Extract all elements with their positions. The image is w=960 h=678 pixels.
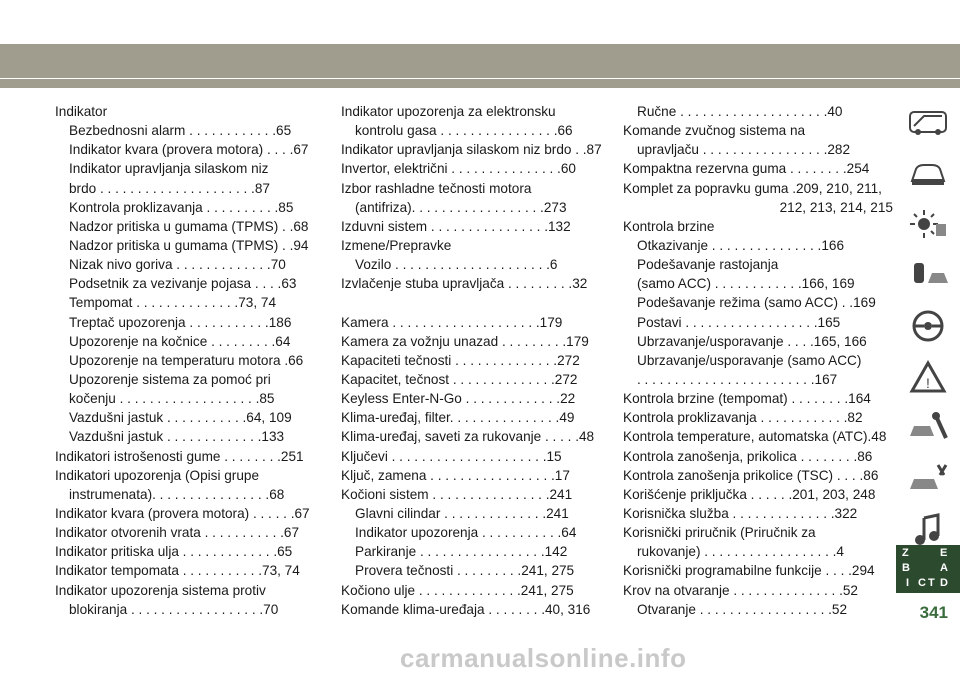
index-entry: Podešavanje rastojanja — [637, 257, 779, 273]
index-entry: Komplet za popravku guma .209, 210, 211, — [623, 180, 882, 196]
index-entry: blokiranja . . . . . . . . . . . . . . . . . .70 — [69, 601, 279, 617]
index-entry: Kamera za vožnju unazad . . . . . . . . .179 — [341, 333, 589, 349]
steering-wheel-icon[interactable] — [896, 302, 960, 350]
index-entry: Podsetnik za vezivanje pojasa . . . .63 — [69, 276, 297, 292]
index-entry: Kontrola zanošenja, prikolica . . . . . . . .86 — [623, 448, 873, 464]
index-entry: Nadzor pritiska u gumama (TPMS) . .94 — [69, 237, 309, 253]
tab-letter: Z — [902, 547, 909, 559]
index-entry: Izduvni sistem . . . . . . . . . . . . . . . .132 — [341, 218, 571, 234]
index-entry: Indikator kvara (provera motora) . . . .67 — [69, 142, 309, 158]
index-column-3 — [623, 102, 893, 619]
index-entry: Klima-uređaj, filter. . . . . . . . . . . . . . .49 — [341, 410, 575, 426]
index-entry: Invertor, električni . . . . . . . . . . . . . . .60 — [341, 161, 576, 177]
index-entry: 212, 213, 214, 215 — [779, 199, 893, 215]
section-tabs — [896, 98, 960, 557]
index-entry: Upozorenje na temperaturu motora .66 — [69, 352, 304, 368]
index-entry: Upozorenje na kočnice . . . . . . . . .64 — [69, 333, 291, 349]
index-tab[interactable] — [896, 545, 960, 593]
index-entry: Indikator kvara (provera motora) . . . . . .67 — [55, 505, 310, 521]
tab-letter: C — [918, 577, 926, 589]
index-entry: Kamera . . . . . . . . . . . . . . . . . . . .179 — [341, 314, 563, 330]
index-entry: Komande zvučnog sistema na — [623, 123, 806, 139]
hazard-warning-icon[interactable] — [896, 353, 960, 401]
index-entry: Vazdušni jastuk . . . . . . . . . . . . .133 — [69, 429, 285, 445]
index-entry: Korisnički priručnik (Priručnik za — [623, 525, 816, 541]
index-entry: Indikator upravljanja silaskom niz — [69, 161, 269, 177]
index-entry: Keyless Enter-N-Go . . . . . . . . . . . . .22 — [341, 391, 576, 407]
index-entry: kočenju . . . . . . . . . . . . . . . . . . .85 — [69, 391, 275, 407]
index-entry: Vozilo . . . . . . . . . . . . . . . . . . . . .6 — [355, 257, 558, 273]
index-entry: Korisnički programabilne funkcije . . . .294 — [623, 563, 875, 579]
index-entry: Tempomat . . . . . . . . . . . . . .73, 74 — [69, 295, 277, 311]
index-entry: Kontrola brzine (tempomat) . . . . . . . .164 — [623, 391, 871, 407]
svg-text:!: ! — [926, 375, 930, 391]
index-entry: Korišćenje priključka . . . . . .201, 203, 248 — [623, 486, 876, 502]
index-entry: Podešavanje režima (samo ACC) . .169 — [637, 295, 876, 311]
index-entry: Ključevi . . . . . . . . . . . . . . . . . . . . .15 — [341, 448, 562, 464]
index-entry: Indikator upozorenja . . . . . . . . . . .64 — [355, 525, 577, 541]
index-entry: Izvlačenje stuba upravljača . . . . . . . . .32 — [341, 276, 588, 292]
index-entry: Indikator otvorenih vrata . . . . . . . . . . .67 — [55, 525, 300, 541]
index-entry: Indikator tempomata . . . . . . . . . . .73, 74 — [55, 563, 300, 579]
index-entry: Bezbednosni alarm . . . . . . . . . . . .65 — [69, 123, 292, 139]
tab-letter: E — [940, 547, 948, 559]
index-entry — [341, 293, 611, 312]
index-entry: Komande klima-uređaja . . . . . . . .40, 316 — [341, 601, 591, 617]
wrench-car-icon[interactable] — [896, 404, 960, 452]
index-entry: instrumenata). . . . . . . . . . . . . . . .68 — [69, 486, 285, 502]
index-entry: Indikator pritiska ulja . . . . . . . . . . . . .65 — [55, 544, 293, 560]
index-entry: (samo ACC) . . . . . . . . . . . .166, 169 — [637, 276, 855, 292]
index-entry: Indikator upravljanja silaskom niz brdo . .87 — [341, 142, 602, 158]
header-band — [0, 0, 960, 88]
index-entry: Glavni cilindar . . . . . . . . . . . . . .241 — [355, 505, 569, 521]
index-entry: Provera tečnosti . . . . . . . . .241, 275 — [355, 563, 575, 579]
index-column-1 — [55, 102, 325, 619]
index-entry: Vazdušni jastuk . . . . . . . . . . .64, 109 — [69, 410, 292, 426]
index-entry: Kontrola brzine — [623, 218, 715, 234]
car-tools-icon[interactable] — [896, 455, 960, 503]
index-entry: Indikatori upozorenja (Opisi grupe — [55, 467, 260, 483]
index-entry: upravljaču . . . . . . . . . . . . . . . . .282 — [637, 142, 851, 158]
key-car-icon[interactable] — [896, 251, 960, 299]
index-entry: Krov na otvaranje . . . . . . . . . . . . . . .52 — [623, 582, 858, 598]
watermark — [0, 635, 960, 678]
index-entry: Kapaciteti tečnosti . . . . . . . . . . . . . .272 — [341, 352, 580, 368]
index-entry: brdo . . . . . . . . . . . . . . . . . . . . .87 — [69, 180, 270, 196]
sun-light-icon[interactable] — [896, 200, 960, 248]
index-entry: Kompaktna rezervna guma . . . . . . . .254 — [623, 161, 870, 177]
index-entry: Kočioni sistem . . . . . . . . . . . . . . . .241 — [341, 486, 573, 502]
tab-letter: I — [906, 577, 910, 589]
index-entry: Kontrola zanošenja prikolice (TSC) . . . .86 — [623, 467, 879, 483]
index-entry: Klima-uređaj, saveti za rukovanje . . . . .48 — [341, 429, 595, 445]
index-entry: Parkiranje . . . . . . . . . . . . . . . . .142 — [355, 544, 568, 560]
index-column-2 — [341, 102, 611, 619]
index-entry: Kontrola proklizavanja . . . . . . . . . . . .82 — [623, 410, 863, 426]
index-entry: Indikatori istrošenosti gume . . . . . . . .251 — [55, 448, 304, 464]
index-entry: Nizak nivo goriva . . . . . . . . . . . . .70 — [69, 257, 286, 273]
index-entry: rukovanje) . . . . . . . . . . . . . . . . . .4 — [637, 544, 844, 560]
header-stripe — [0, 44, 960, 88]
watermark-text: carmanualsonline.info — [400, 643, 687, 673]
index-entry: Indikator upozorenja sistema protiv — [55, 582, 266, 598]
index-entry: Ključ, zamena . . . . . . . . . . . . . . . . .17 — [341, 467, 570, 483]
index-entry: Postavi . . . . . . . . . . . . . . . . . .165 — [637, 314, 841, 330]
tab-letter: B — [902, 562, 910, 574]
index-entry: Korisnička služba . . . . . . . . . . . . . .322 — [623, 505, 858, 521]
index-entry: (antifriza). . . . . . . . . . . . . . . . . .273 — [355, 199, 567, 215]
index-entry: Ubrzavanje/usporavanje (samo ACC) — [637, 352, 862, 368]
tab-letter: T — [928, 577, 935, 589]
car-front-icon[interactable] — [896, 149, 960, 197]
index-entry: Ručne . . . . . . . . . . . . . . . . . . . .40 — [637, 104, 843, 119]
car-dashboard-icon[interactable] — [896, 98, 960, 146]
index-entry: Kontrola proklizavanja . . . . . . . . . .85 — [69, 199, 294, 215]
index-entry: Ubrzavanje/usporavanje . . . .165, 166 — [637, 333, 867, 349]
index-entry: Otvaranje . . . . . . . . . . . . . . . . . .52 — [637, 601, 848, 617]
index-entry: . . . . . . . . . . . . . . . . . . . . . . . .167 — [637, 371, 838, 387]
index-entry: Izmene/Prepravke — [341, 237, 452, 253]
index-entry: Treptač upozorenja . . . . . . . . . . .186 — [69, 314, 292, 330]
index-entry: Nadzor pritiska u gumama (TPMS) . .68 — [69, 218, 309, 234]
index-entry: Indikator upozorenja za elektronsku — [341, 104, 556, 119]
index-entry: Kontrola temperature, automatska (ATC).48 — [623, 429, 887, 445]
index-entry: Kapacitet, tečnost . . . . . . . . . . . . . .272 — [341, 371, 578, 387]
page-number: 341 — [919, 603, 948, 622]
index-entry: Otkazivanje . . . . . . . . . . . . . . .166 — [637, 237, 845, 253]
index-entry: kontrolu gasa . . . . . . . . . . . . . . . .66 — [355, 123, 573, 139]
tab-letter: A — [940, 562, 948, 574]
index-entry: Upozorenje sistema za pomoć pri — [69, 371, 271, 387]
tab-letter: D — [940, 577, 948, 589]
index-entry: Izbor rashladne tečnosti motora — [341, 180, 532, 196]
index-entry: Indikator — [55, 104, 108, 119]
index-entry: Kočiono ulje . . . . . . . . . . . . . .241, 275 — [341, 582, 574, 598]
